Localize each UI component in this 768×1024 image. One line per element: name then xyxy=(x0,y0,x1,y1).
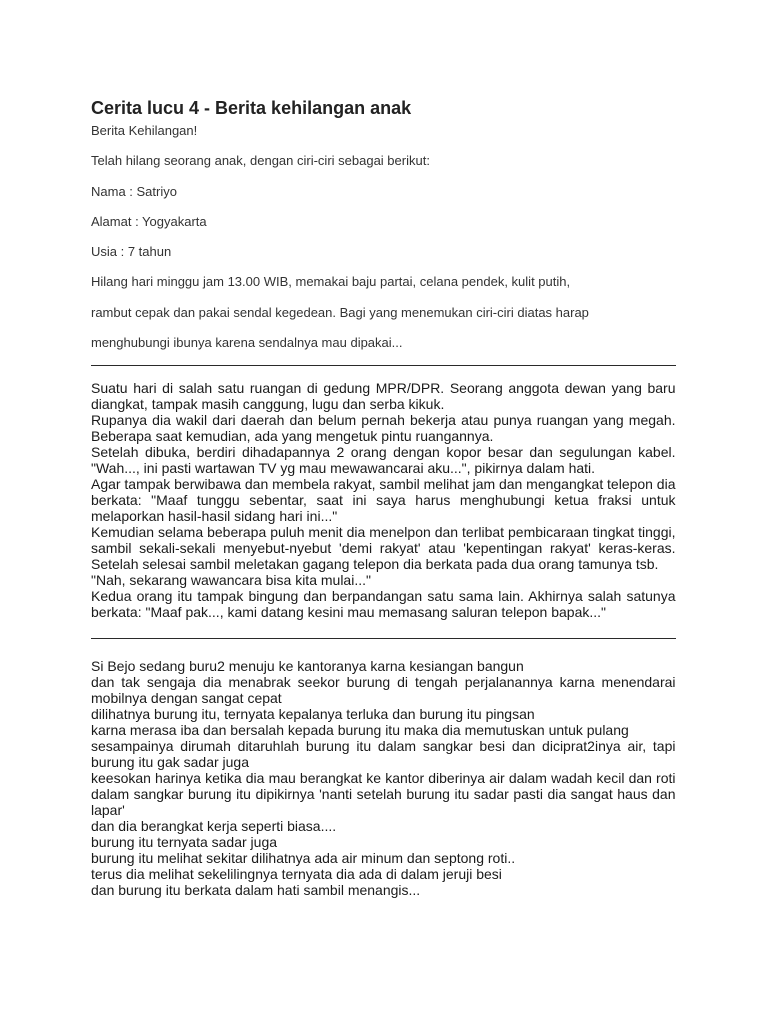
story-line: dan dia berangkat kerja seperti biasa.... xyxy=(91,818,337,834)
story-line: dan tak sengaja dia menabrak seekor burung di tengah perjalanannya karna menendarai xyxy=(91,674,676,690)
story-line: Suatu hari di salah satu ruangan di gedung MPR/DPR. Seorang anggota dewan yang baru xyxy=(91,380,676,396)
story-line: Setelah dibuka, berdiri dihadapannya 2 orang dengan kopor besar dan segulungan kabel. xyxy=(91,444,676,460)
notice-heading: Berita Kehilangan! xyxy=(91,123,198,138)
story-line: terus dia melihat sekelilingnya ternyata dia ada di dalam jeruji besi xyxy=(91,866,502,882)
story-line: Beberapa saat kemudian, ada yang mengetuk pintu ruangannya. xyxy=(91,428,494,444)
story-line: burung itu gak sadar juga xyxy=(91,754,249,770)
story-line: Si Bejo sedang buru2 menuju ke kantoranya karna kesiangan bangun xyxy=(91,658,524,674)
notice-address: Alamat : Yogyakarta xyxy=(91,213,207,229)
notice-age: Usia : 7 tahun xyxy=(91,244,172,260)
missing-child-notice xyxy=(91,116,676,358)
story-line: Rupanya dia wakil dari daerah dan belum pernah bekerja atau punya ruangan yang megah. xyxy=(91,412,676,428)
section-divider xyxy=(91,638,676,639)
story-line: dilihatnya burung itu, ternyata kepalanya terluka dan burung itu pingsan xyxy=(91,706,535,722)
story-bejo-bird xyxy=(91,658,676,898)
notice-description-line: Hilang hari minggu jam 13.00 WIB, memakai baju partai, celana pendek, kulit putih, xyxy=(91,274,571,290)
story-line: mobilnya dengan sangat cepat xyxy=(91,690,282,706)
story-line: melaporkan hasil-hasil sidang hari ini..." xyxy=(91,508,338,524)
story-line: Agar tampak berwibawa dan membela rakyat, sambil melihat jam dan mengangkat telepon dia xyxy=(91,476,676,492)
story-line: karna merasa iba dan bersalah kepada burung itu maka dia memutuskan untuk pulang xyxy=(91,722,629,738)
notice-name: Nama : Satriyo xyxy=(91,183,177,199)
story-line: keesokan harinya ketika dia mau berangkat ke kantor diberinya air dalam wadah kecil dan roti xyxy=(91,770,676,786)
story-line: burung itu melihat sekitar dilihatnya ada air minum dan septong roti.. xyxy=(91,850,516,866)
notice-description-line: rambut cepak dan pakai sendal kegedean. Bagi yang menemukan ciri-ciri diatas harap xyxy=(91,304,589,320)
story-line: lapar' xyxy=(91,802,125,818)
story-line: berkata: "Maaf pak..., kami datang kesini mau memasang saluran telepon bapak..." xyxy=(91,604,606,620)
story-line: "Nah, sekarang wawancara bisa kita mulai..." xyxy=(91,572,371,588)
story-line: "Wah..., ini pasti wartawan TV yg mau mewawancarai aku...", pikirnya dalam hati. xyxy=(91,460,596,476)
story-line: berkata: "Maaf tunggu sebentar, saat ini saya harus menghubungi ketua fraksi untuk xyxy=(91,492,676,508)
story-line: Kedua orang itu tampak bingung dan berpandangan satu sama lain. Akhirnya salah satunya xyxy=(91,588,676,604)
story-line: dan burung itu berkata dalam hati sambil menangis... xyxy=(91,882,421,898)
story-line: burung itu ternyata sadar juga xyxy=(91,834,278,850)
story-line: diangkat, tampak masih canggung, lugu dan serba kikuk. xyxy=(91,396,445,412)
story-line: dalam sangkar burung itu dipikirnya 'nanti setelah burung itu sadar pasti dia sangat haus dan xyxy=(91,786,676,802)
story-line: sesampainya dirumah ditaruhlah burung itu dalam sangkar besi dan diciprat2inya air, tapi xyxy=(91,738,676,754)
story-line: Setelah selesai sambil meletakan gagang telepon dia berkata pada dua orang tamunya tsb. xyxy=(91,556,659,572)
story-line: sambil sekali-sekali menyebut-nyebut 'demi rakyat' atau 'kepentingan rakyat' keras-keras. xyxy=(91,540,676,556)
story-mpr-dpr xyxy=(91,380,676,620)
notice-intro: Telah hilang seorang anak, dengan ciri-ciri sebagai berikut: xyxy=(91,153,430,169)
notice-description-line: menghubungi ibunya karena sendalnya mau dipakai... xyxy=(91,335,403,351)
story-line: Kemudian selama beberapa puluh menit dia menelpon dan terlibat pembicaraan tingkat tinggi, xyxy=(91,524,676,540)
page-title: Cerita lucu 4 - Berita kehilangan anak xyxy=(91,98,412,118)
section-divider xyxy=(91,365,676,366)
